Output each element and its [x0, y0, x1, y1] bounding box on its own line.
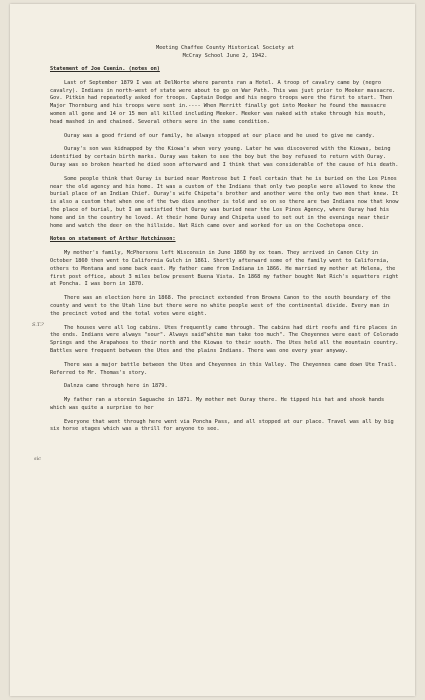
document-body — [50, 44, 400, 440]
paragraph: Some people think that Ouray is buried near Montrose but I feel certain that he is buried on the Los Pinos near the old agency and his home. It was a custom of the Indians that only two people were allowed to know the burial place of an Indian Chief. Ouray's wife Chipeta's brother and another were the only two men that knew. It is also a custom that when one of the two dies another is told and so on so there are two Indians now that know the place of burial, but I am satisfied that Ouray was buried near the Los Pinos Agency, where Ouray had his home and in the country he loved. At their home Ouray and Chipeta used to set out in the evenings near their home and watch the deer on the hillside. Nat Rich came over and worked for us on the Cochetopa once. — [50, 175, 399, 229]
margin-note: sic — [34, 456, 41, 462]
title-line: McCray School June 2, 1942. — [182, 53, 268, 59]
heading-hutchinson-statement: Notes on statement of Arthur Hutchinson: — [50, 236, 176, 243]
title-line: Meeting Chaffee County Historical Society at — [155, 45, 295, 51]
paragraph: There was an election here in 1868. The precinct extended from Browns Canon to the south boundary of the county and west to the Utah line but there were no white people west of the continental divide. Every man in the precinct voted and the total votes were eight. — [50, 295, 391, 317]
paragraph: The houses were all log cabins. Utes frequently came through. The cabins had dirt roofs and fire places in the ends. Indians were always "sour". Always said"white man take too much". The Cheyennes were east of Colorado Springs and the Arapahoes to their north and the Kiowas to their south. The Utes held all the mountain country. Battles were frequent between the Utes and the plains Indians. There was one every year anyway. — [50, 324, 399, 354]
heading-cuenin-statement: Statement of Joe Cuenin. (notes on) — [50, 66, 160, 72]
paragraph: Last of September 1879 I was at DelNorte where parents ran a Hotel. A troop of cavalry came by (negro cavalry). Indians in north-west of state were about to go on War Path. This was just prior to Meeker massacre. Gov. Pitkin had repeatedly asked for troops. Captain Dodge and his negro troops were the first to start. Then Major Thornburg and his troops were sent in.---- When Merritt finally got into Meeker he found the massacre women all gone and 14 or 15 men all killed including Meeker. Meeker was naked with stake through his mouth, head mashed in and chained. Several others were in the same condition. — [50, 79, 396, 125]
margin-note: S.T.? — [32, 322, 44, 328]
paragraph: My father ran a storein Saguache in 1871. My mother met Ouray there. He tipped his hat and shook hands which was quite a surprise to her — [50, 397, 385, 411]
paragraph: My mother's family, McPhersons left Wisconsin in June 1860 by ox team. They arrived in Canon City in October 1860 then went to California Gulch in 1861. Shortly afterward some of the family went to California, others to Montana and some back east. My father came from Indiana in 1866. He married my mother at Helena, the first post office, about 3 miles below present Buena Vista. In 1868 my father bought Nat Rich's squatters right at Poncha. I was born in 1870. — [50, 250, 399, 288]
document-title — [50, 44, 400, 60]
paragraph: Dalnza came through here in 1879. — [64, 383, 168, 390]
paragraph: Ouray's son was kidnapped by the Kiowa's when very young. Later he was discovered with the Kiowas, being identified by certain birth marks. Ouray was taken to see the boy but the boy refused to return with Ouray. Ouray was so broken hearted he died soon afterward and I think that was considerable of the cause of his death. — [50, 146, 399, 168]
paragraph: There was a major battle between the Utes and Cheyennes in this Valley. The Cheyennes came down Ute Trail. Referred to Mr. Thomas's story. — [50, 361, 397, 376]
document-page — [10, 4, 415, 696]
paragraph: Everyone that went through here went via Poncha Pass, and all stopped at our place. Travel was all by big six horse stages which was a thrill for anyone to see. — [50, 418, 394, 433]
paragraph: Ouray was a good friend of our family, he always stopped at our place and he used to give me candy. — [64, 132, 375, 139]
